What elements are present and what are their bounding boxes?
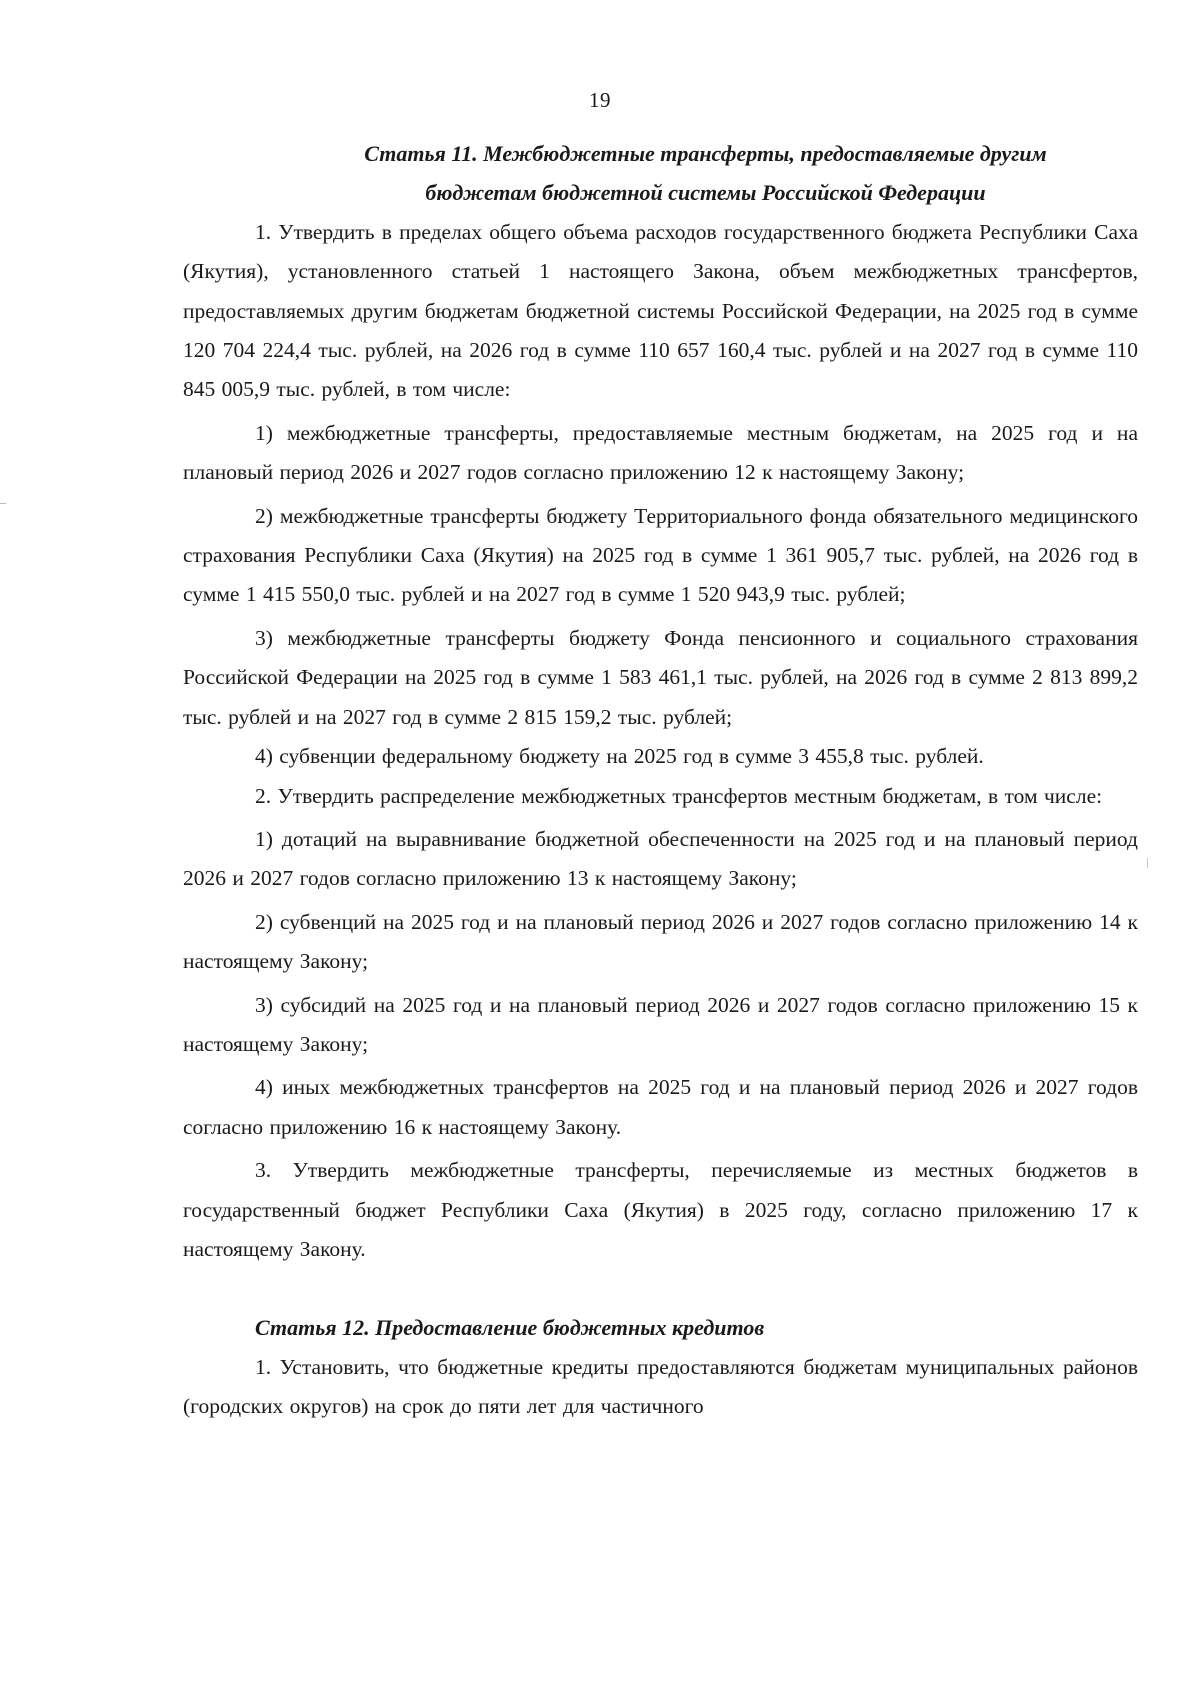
article-11-item-1-4: 4) субвенции федеральному бюджету на 2025 год в сумме 3 455,8 тыс. рублей. [255,744,984,769]
scan-margin-mark [0,503,6,504]
article-11-item-2-3: 3) субсидий на 2025 год и на плановый период 2026 и 2027 годов согласно приложению 15 к настоящему Закону; [183,992,1138,1056]
article-11-item-1-3: 3) межбюджетные трансферты бюджету Фонда пенсионного и социального страхования Российской Федерации на 2025 год в сумме 1 583 461,1 тыс. рублей, на 2026 год в сумме 2 813 899,2 тыс. рублей и на 2027 год в сумме 2 815 159,2 тыс. рублей; [183,625,1138,729]
article-11-paragraph-2: 2. Утвердить распределение межбюджетных трансфертов местным бюджетам, в том числе: [255,783,1103,808]
article-11-heading-line-1: Статья 11. Межбюджетные трансферты, предоставляемые другим [364,141,1047,166]
article-11-heading [183,134,1138,213]
article-11-item-2-1: 1) дотаций на выравнивание бюджетной обеспеченности на 2025 год и на плановый период 2026 и 2027 годов согласно приложению 13 к настоящему Закону; [183,826,1138,891]
document-body [183,134,1138,1427]
article-12-heading: Статья 12. Предоставление бюджетных кредитов [255,1315,765,1341]
article-11-item-1-2: 2) межбюджетные трансферты бюджету Территориального фонда обязательного медицинского страхования Республики Саха (Якутия) на 2025 год в сумме 1 361 905,7 тыс. рублей, на 2026 год в сумме 1 415 550,0 тыс. рублей и на 2027 год в сумме 1 520 943,9 тыс. рублей; [183,503,1138,607]
article-11-item-1-1: 1) межбюджетные трансферты, предоставляемые местным бюджетам, на 2025 год и на плановый период 2026 и 2027 годов согласно приложению 12 к настоящему Закону; [183,420,1138,485]
article-11-paragraph-3: 3. Утвердить межбюджетные трансферты, перечисляемые из местных бюджетов в государственный бюджет Республики Саха (Якутия) в 2025 году, согласно приложению 17 к настоящему Закону. [183,1158,1138,1261]
scan-margin-mark [1147,858,1148,868]
article-11-paragraph-1: 1. Утвердить в пределах общего объема расходов государственного бюджета Республики Саха (Якутия), установленного статьей 1 настоящего Закона, объем межбюджетных трансфертов, предоставляемых другим бюджетам бюджетной системы Российской Федерации, на 2025 год в сумме 120 704 224,4 тыс. рублей, на 2026 год в сумме 110 657 160,4 тыс. рублей и на 2027 год в сумме 110 845 005,9 тыс. рублей, в том числе: [183,219,1138,402]
article-11-item-2-4: 4) иных межбюджетных трансфертов на 2025 год и на плановый период 2026 и 2027 годов согласно приложению 16 к настоящему Закону. [183,1075,1138,1139]
article-12-paragraph-1: 1. Установить, что бюджетные кредиты предоставляются бюджетам муниципальных районов (городских округов) на срок до пяти лет для частичного [183,1354,1138,1419]
page-number: 19 [589,88,611,112]
article-11-item-2-2: 2) субвенций на 2025 год и на плановый период 2026 и 2027 годов согласно приложению 14 к настоящему Закону; [183,909,1138,974]
article-11-heading-line-2: бюджетам бюджетной системы Российской Федерации [425,180,986,206]
